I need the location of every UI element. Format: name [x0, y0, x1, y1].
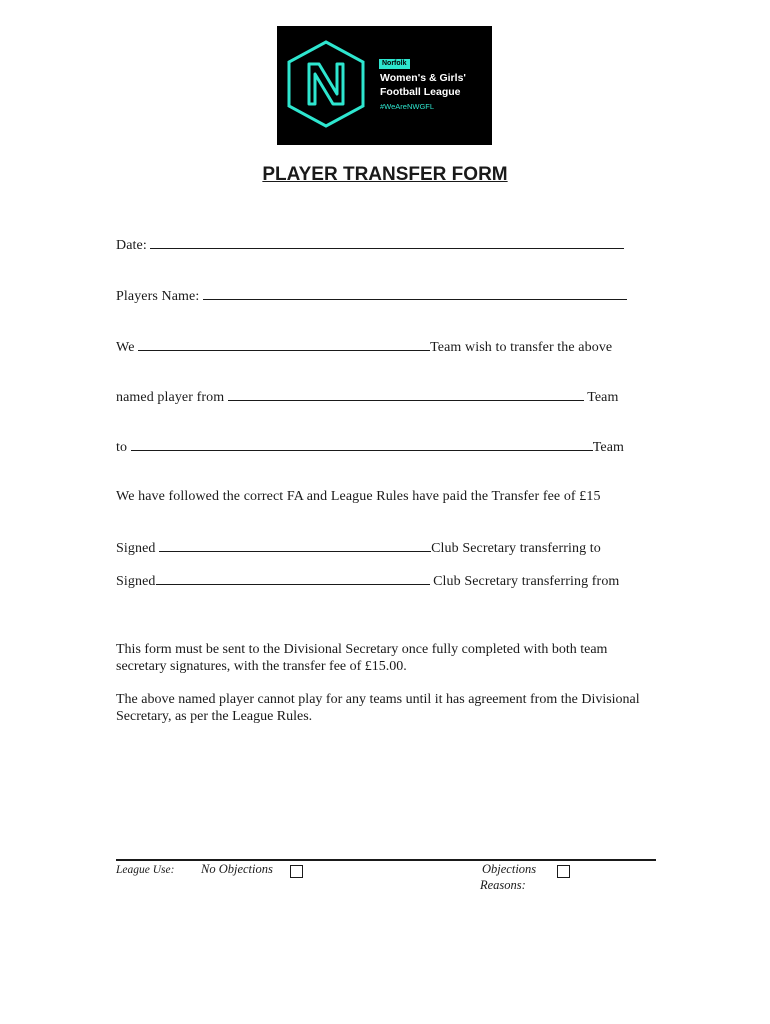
no-objections-label: No Objections	[201, 862, 273, 876]
team-label-2: Team	[592, 440, 624, 455]
objections-checkbox[interactable]	[557, 865, 570, 878]
named-player-from-row	[116, 389, 618, 406]
players-name-row	[116, 288, 627, 305]
signed-label-1: Signed	[116, 541, 156, 556]
signature-from-field[interactable]	[156, 573, 430, 585]
named-player-from-label: named player from	[116, 390, 225, 405]
we-team-row	[116, 339, 612, 356]
note-paragraph-1: This form must be sent to the Divisional Secretary once fully completed with both team secretary signatures, with the transfer fee of £15.00.	[116, 642, 608, 674]
logo-region-label: Norfolk	[379, 59, 410, 69]
league-use-label: League Use:	[116, 864, 175, 876]
to-label: to	[116, 440, 128, 455]
hexagon-n-icon	[283, 38, 369, 130]
signed-from-row	[116, 573, 619, 590]
reasons-label: Reasons:	[480, 878, 526, 892]
note-paragraph-2: The above named player cannot play for any teams until it has agreement from the Divisional Secretary, as per the League Rules.	[116, 692, 640, 724]
team-label-1: Team	[587, 390, 619, 405]
date-field[interactable]	[150, 237, 624, 249]
league-logo	[277, 26, 492, 145]
club-secretary-to-label: Club Secretary transferring to	[431, 541, 601, 556]
team-wish-label: Team wish to transfer the above	[430, 340, 613, 355]
club-secretary-from-label: Club Secretary transferring from	[433, 574, 620, 589]
signed-to-row	[116, 540, 601, 557]
to-team-field[interactable]	[131, 439, 593, 451]
signed-label-2: Signed	[116, 574, 156, 589]
signature-to-field[interactable]	[159, 540, 431, 552]
date-label: Date:	[116, 238, 147, 253]
team-name-field[interactable]	[138, 339, 430, 351]
footer-divider	[116, 859, 656, 861]
players-name-label: Players Name:	[116, 289, 200, 304]
we-label: We	[116, 340, 135, 355]
date-row	[116, 237, 624, 254]
followed-rules-text: We have followed the correct FA and League Rules have paid the Transfer fee of £15	[116, 489, 601, 504]
objections-label: Objections	[482, 862, 537, 876]
no-objections-checkbox[interactable]	[290, 865, 303, 878]
logo-hashtag: #WeAreNWGFL	[380, 102, 435, 111]
to-team-row	[116, 439, 624, 456]
players-name-field[interactable]	[203, 288, 627, 300]
page-title: PLAYER TRANSFER FORM	[262, 164, 508, 185]
from-team-field[interactable]	[228, 389, 584, 401]
logo-league-name: Women's & Girls' Football League	[380, 72, 466, 98]
